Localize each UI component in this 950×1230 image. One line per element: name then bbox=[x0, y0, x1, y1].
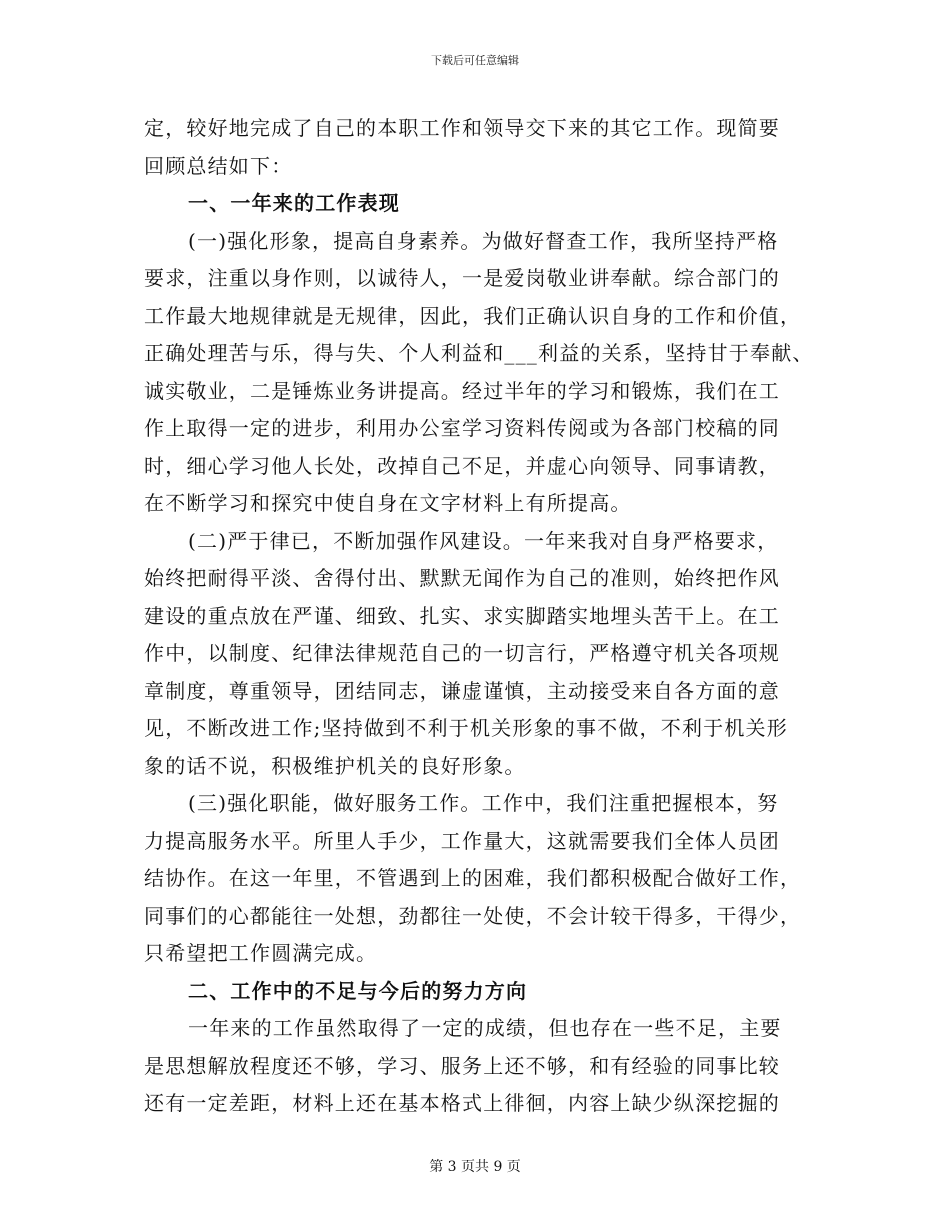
text-line: 回顾总结如下： bbox=[144, 153, 293, 178]
document-body bbox=[144, 110, 824, 1123]
text-line: 在不断学习和探究中使自身在文字材料上有所提高。 bbox=[144, 491, 632, 515]
text-line: 是思想解放程度还不够，学习、服务上还不够，和有经验的同事比较 bbox=[144, 1053, 780, 1078]
section-heading: 二、工作中的不足与今后的努力方向 bbox=[188, 978, 528, 1003]
text-line: 章制度，尊重领导，团结同志，谦虚谨慎，主动接受来自各方面的意 bbox=[144, 678, 780, 703]
paragraph-start: (一)强化形象，提高自身素养。为做好督查工作，我所坚持严格 bbox=[188, 228, 779, 253]
text-line: 工作最大地规律就是无规律，因此，我们正确认识自身的工作和价值， bbox=[144, 303, 802, 328]
text-line: 定，较好地完成了自己的本职工作和领导交下来的其它工作。现简要 bbox=[144, 116, 780, 140]
text-line: 象的话不说，积极维护机关的良好形象。 bbox=[144, 753, 526, 778]
page-header: 下载后可任意编辑 bbox=[431, 54, 519, 67]
page-footer: 第 3 页共 9 页 bbox=[429, 1159, 521, 1175]
text-line: 正确处理苦与乐，得与失、个人利益和___利益的关系，坚持甘于奉献、 bbox=[144, 341, 814, 365]
text-line: 始终把耐得平淡、舍得付出、默默无闻作为自己的准则，始终把作风 bbox=[144, 566, 780, 590]
text-line: 要求，注重以身作则，以诚待人，一是爱岗敬业讲奉献。综合部门的 bbox=[144, 266, 780, 290]
text-line: 还有一定差距，材料上还在基本格式上徘徊，内容上缺少纵深挖掘的 bbox=[144, 1091, 780, 1115]
text-line: 时，细心学习他人长处，改掉自己不足，并虚心向领导、同事请教， bbox=[144, 453, 780, 478]
text-line: 建设的重点放在严谨、细致、扎实、求实脚踏实地埋头苦干上。在工 bbox=[144, 603, 780, 628]
text-line: 见，不断改进工作;坚持做到不利于机关形象的事不做，不利于机关形 bbox=[144, 716, 788, 740]
text-line: 只希望把工作圆满完成。 bbox=[144, 941, 378, 965]
paragraph-start: (三)强化职能，做好服务工作。工作中，我们注重把握根本，努 bbox=[188, 791, 779, 815]
section-heading: 一、一年来的工作表现 bbox=[188, 191, 400, 215]
text-line: 力提高服务水平。所里人手少，工作量大，这就需要我们全体人员团 bbox=[144, 828, 780, 853]
text-line: 诚实敬业，二是锤炼业务讲提高。经过半年的学习和锻炼，我们在工 bbox=[144, 378, 780, 403]
paragraph-start: (二)严于律已，不断加强作风建设。一年来我对自身严格要求， bbox=[188, 528, 779, 553]
text-line: 作中，以制度、纪律法律规范自己的一切言行，严格遵守机关各项规 bbox=[144, 641, 780, 665]
text-line: 同事们的心都能往一处想，劲都往一处使，不会计较干得多，干得少， bbox=[144, 903, 802, 928]
paragraph-start: 一年来的工作虽然取得了一定的成绩，但也存在一些不足，主要 bbox=[188, 1016, 782, 1040]
text-line: 结协作。在这一年里，不管遇到上的困难，我们都积极配合做好工作， bbox=[144, 866, 802, 890]
text-line: 作上取得一定的进步，利用办公室学习资料传阅或为各部门校稿的同 bbox=[144, 416, 780, 440]
